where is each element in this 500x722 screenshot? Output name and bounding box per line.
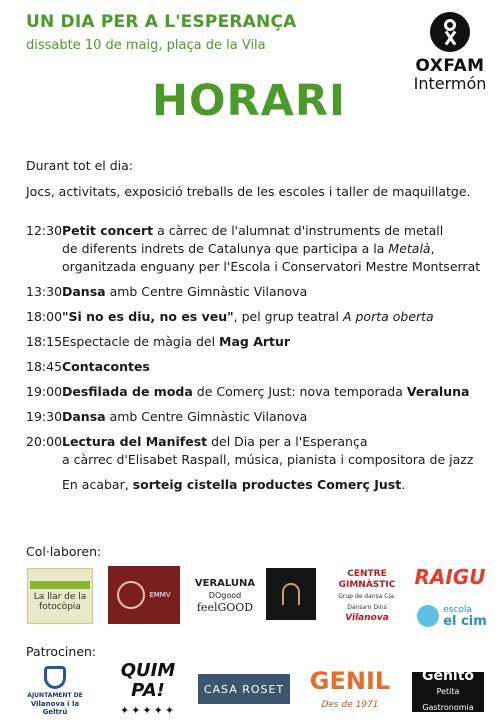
oxfam-word: OXFAM [415, 56, 485, 76]
schedule-time: 18:15 [26, 334, 63, 349]
schedule-bold: Veraluna [406, 384, 470, 399]
header-title: UN DIA PER A L'ESPERANÇA [26, 12, 297, 32]
schedule-row [26, 333, 496, 351]
logo-gimnastic-text: CENTRE GIMNÀSTIC [338, 568, 396, 590]
schedule-text: En acabar, [62, 477, 133, 492]
logo-fotocopia-text: La llar de la fotocòpia [33, 591, 87, 612]
schedule-row [26, 433, 496, 494]
schedule-row [26, 383, 496, 401]
sponsor-genil [302, 667, 398, 716]
sponsor-ajuntament-text: Vilanova i la Geltrú [30, 700, 80, 716]
sponsor-quim [108, 660, 188, 717]
schedule-italic: Metalà [388, 241, 431, 256]
sponsor-genito-sub: Petita Gastronomia [422, 687, 474, 712]
logo-veraluna-text: feelGOOD [196, 601, 254, 614]
sponsor-genito [412, 668, 484, 712]
schedule-text: de diferents indrets de Catalunya que participa a la [62, 241, 389, 256]
intro-line: Jocs, activitats, exposició treballs de les escoles i taller de maquillatge. [26, 184, 471, 199]
sponsor-ajuntament [22, 666, 88, 716]
sponsor-quim-text: QUIM PA! [120, 660, 176, 701]
schedule-time: 20:00 [26, 434, 63, 449]
oxfam-icon [430, 12, 470, 52]
wheat-icon: ✦✦✦✦✦ [119, 704, 177, 717]
sponsor-genil-text: GENIL [309, 667, 391, 695]
sponsor-casaroset: CASA ROSET [198, 674, 290, 704]
logo-gimnastic-text: Vilanova [345, 612, 389, 623]
logo-fotocopia [27, 568, 93, 624]
schedule-time: 12:30 [26, 223, 63, 238]
logo-square [266, 568, 316, 620]
logo-veraluna-text: DOgood [208, 591, 242, 600]
schedule-time: 18:00 [26, 309, 63, 324]
schedule-bold: Petit concert [62, 223, 154, 238]
schedule-row [26, 408, 496, 426]
schedule-text: organitzada enguany per l'Escola i Conservatori Mestre Montserrat [62, 259, 481, 274]
schedule-bold: "Si no es diu, no es veu" [62, 309, 234, 324]
schedule-bold: Mag Artur [219, 334, 291, 349]
schedule-text: , pel grup teatral [233, 309, 343, 324]
page-title: HORARI [152, 76, 347, 126]
schedule-text: a càrrec d'Elisabet Raspall, música, pianista i compositora de jazz [62, 452, 474, 467]
logo-emmv-text: EMMV [149, 591, 171, 599]
schedule-time: 13:30 [26, 284, 63, 299]
schedule-text: de Comerç Just: nova temporada [192, 384, 407, 399]
collaborators-label: Col·laboren: [26, 544, 102, 559]
schedule-text: amb Centre Gimnàstic Vilanova [105, 284, 308, 299]
intermon-word: Intermón [413, 74, 487, 93]
logo-raigu: RAIGU [414, 565, 486, 589]
schedule-bold: Dansa [62, 409, 106, 424]
raffle-text: sorteig cistella productes Comerç Just [132, 477, 402, 492]
sponsor-genito-text: Genito [421, 668, 475, 684]
intro-line: Durant tot el dia: [26, 158, 133, 173]
schedule-bold: Dansa [62, 284, 106, 299]
schedule-time: 19:00 [26, 384, 63, 399]
schedule-bold: Contacontes [62, 359, 150, 374]
escola-icon [417, 605, 439, 627]
schedule-text: , [430, 241, 435, 256]
logo-gimnastic [330, 570, 404, 622]
schedule [26, 222, 496, 501]
intro [26, 157, 471, 209]
schedule-row [26, 283, 496, 301]
oxfam-logo [402, 12, 498, 112]
sponsor-ajuntament-text: AJUNTAMENT DE [27, 692, 83, 699]
logo-veraluna-text: VERALUNA [194, 578, 256, 589]
schedule-time: 19:30 [26, 409, 63, 424]
logo-emmv [108, 566, 180, 624]
shield-icon [44, 666, 66, 689]
schedule-text: Espectacle de màgia del [62, 334, 220, 349]
schedule-text: del Dia per a l'Esperança [207, 434, 368, 449]
logo-veraluna [196, 574, 254, 618]
schedule-italic: A porta oberta [342, 309, 434, 324]
logo-gimnastic-text: Grup de dansa Cia. Dansa'n Dins [338, 592, 396, 611]
sponsor-genil-sub: Des de 1971 [321, 700, 379, 710]
schedule-bold: Desfilada de moda [62, 384, 193, 399]
header-subtitle: dissabte 10 de maig, plaça de la Vila [26, 38, 266, 53]
sponsors-label: Patrocinen: [26, 644, 97, 659]
schedule-text: a càrrec de l'alumnat d'instruments de metall [153, 223, 444, 238]
logo-escola [414, 600, 490, 632]
schedule-text: . [401, 477, 406, 492]
schedule-row [26, 308, 496, 326]
schedule-time: 18:45 [26, 359, 63, 374]
arch-icon [282, 583, 300, 605]
logo-escola-text: escola [443, 605, 472, 615]
schedule-bold: Lectura del Manifest [62, 434, 208, 449]
logo-escola-text: el cim [443, 614, 487, 629]
schedule-row [26, 358, 496, 376]
schedule-text: amb Centre Gimnàstic Vilanova [105, 409, 308, 424]
schedule-row [26, 222, 496, 276]
